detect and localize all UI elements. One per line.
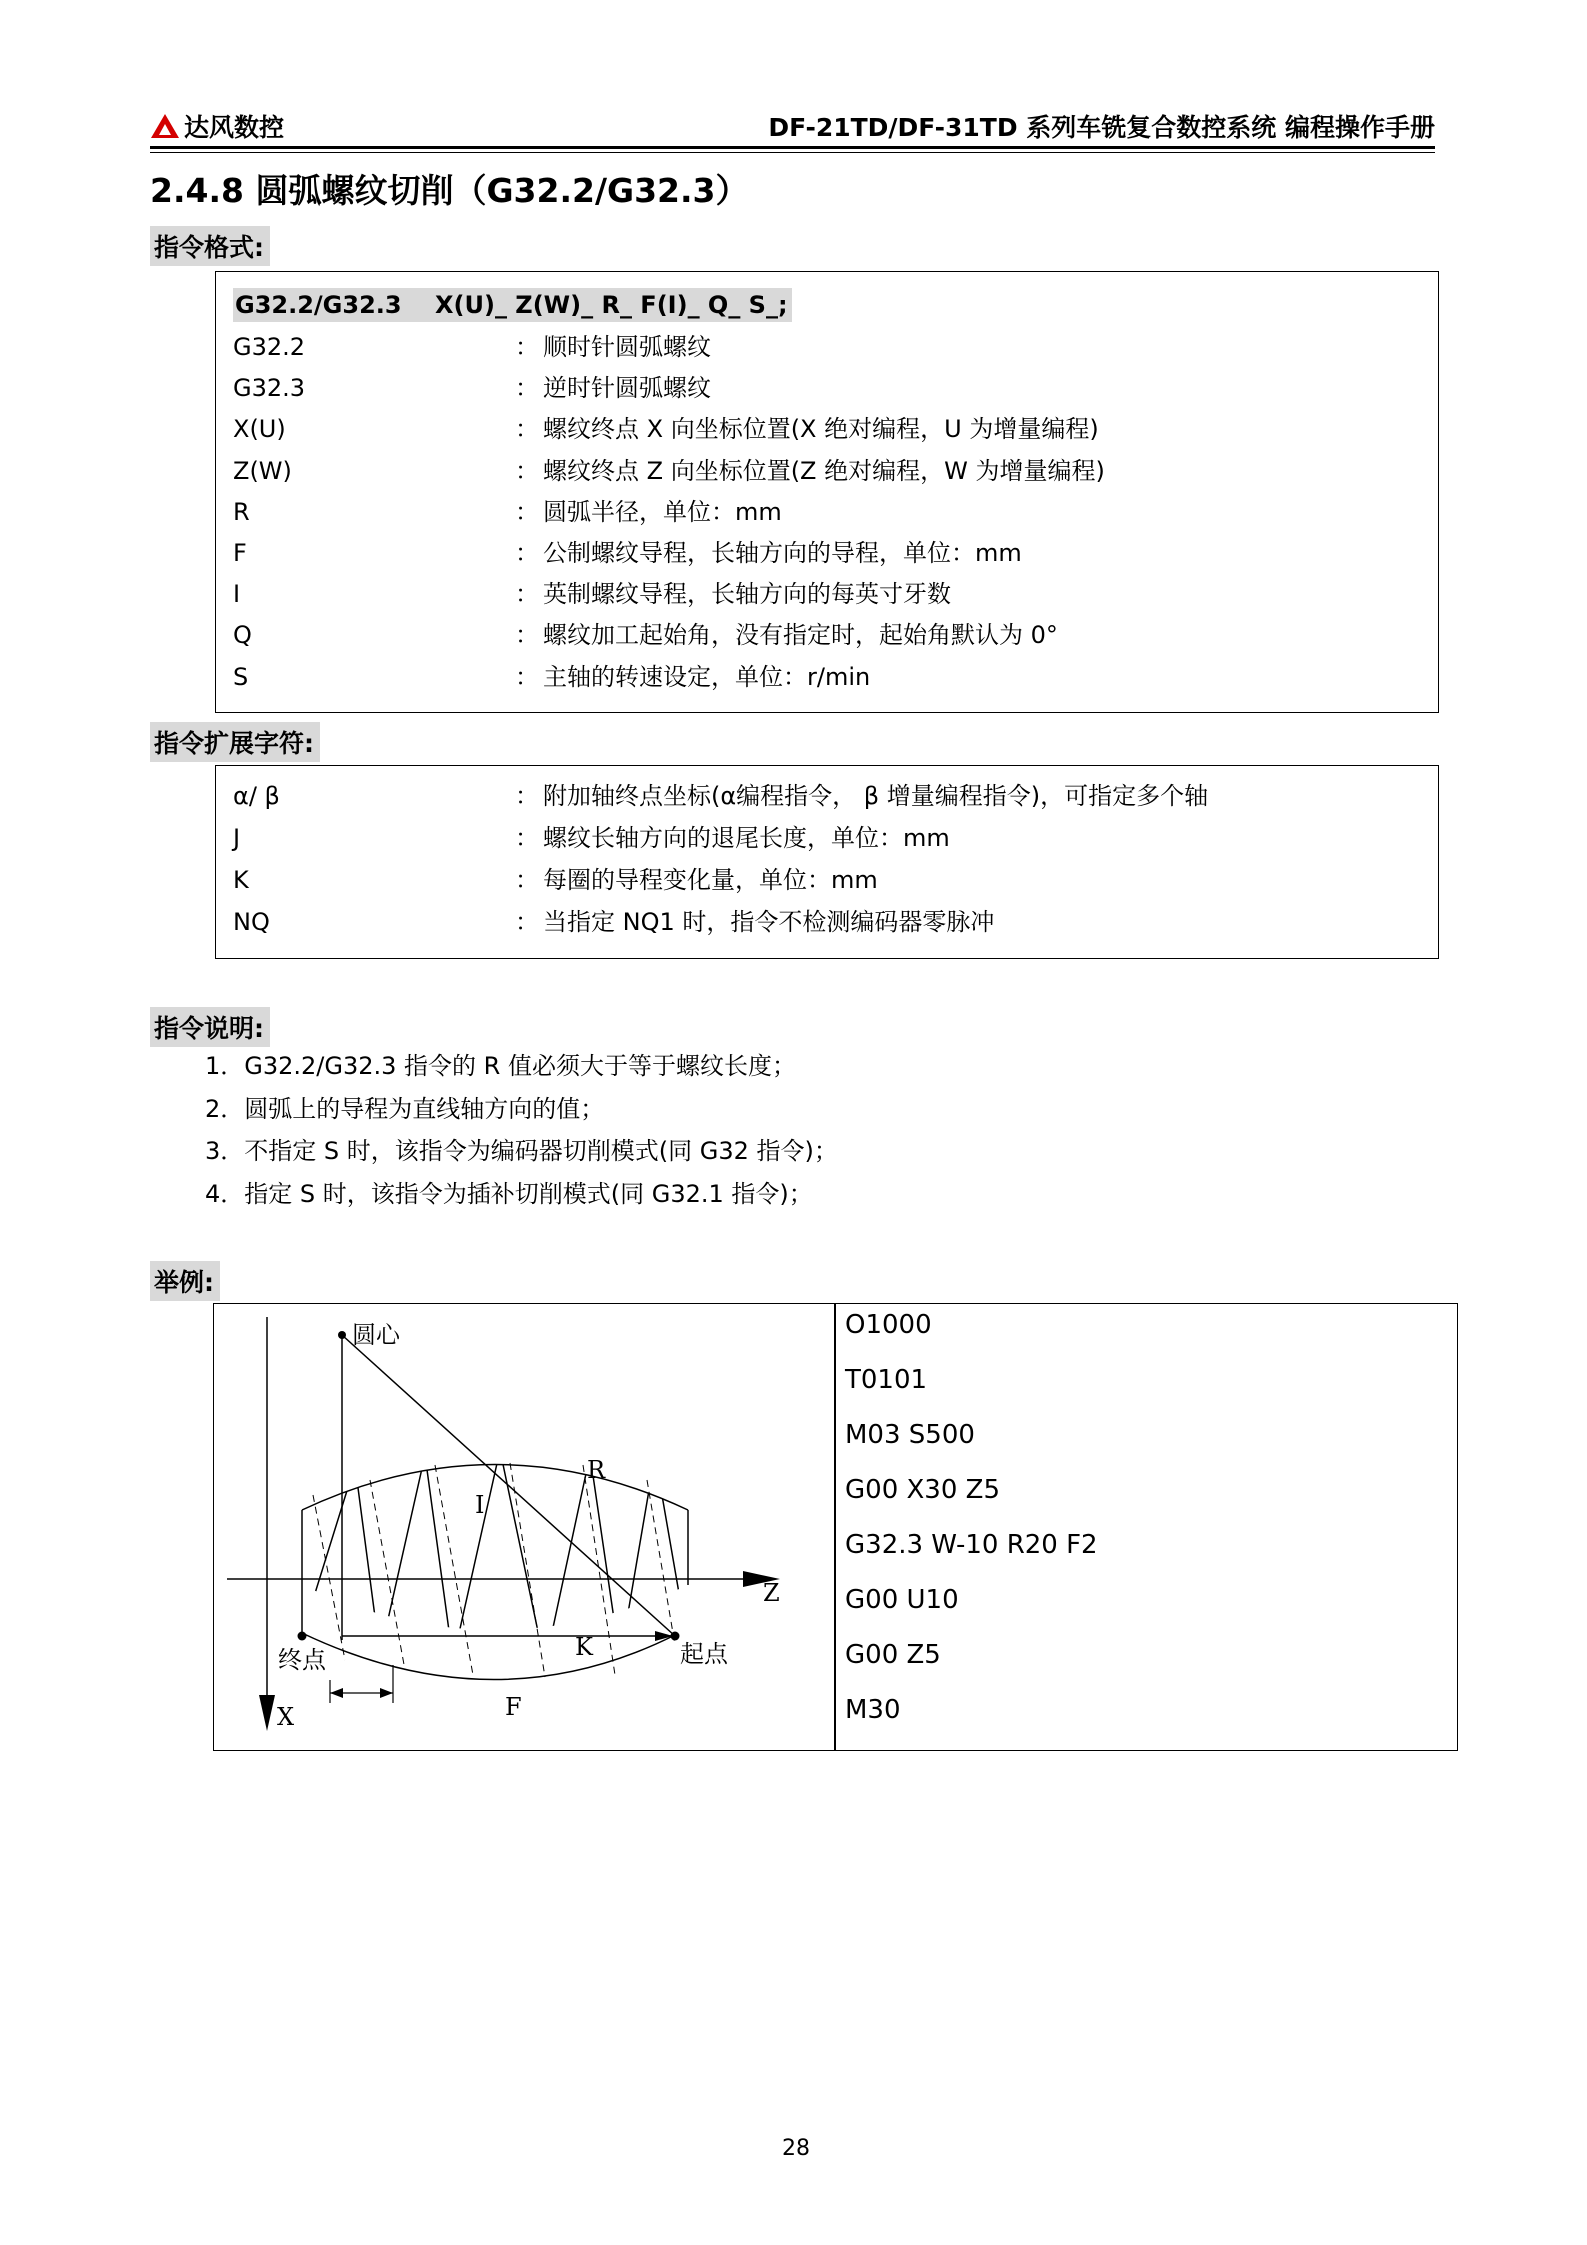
format-label: 指令格式: — [150, 226, 270, 266]
description-item: 1．G32.2/G32.3 指令的 R 值必须大于等于螺纹长度； — [205, 1052, 796, 1080]
format-param-sep: ： — [515, 580, 539, 609]
header-logo — [150, 108, 284, 144]
extension-param-desc: 附加轴终点坐标(α编程指令， β 增量编程指令)，可指定多个轴 — [543, 782, 1209, 810]
code-line: G00 X30 Z5 — [845, 1475, 1001, 1505]
code-line: T0101 — [845, 1365, 928, 1395]
label-start-point: 起点 — [680, 1640, 728, 1668]
extension-param-sep: ： — [515, 866, 539, 894]
format-param-sep: ： — [515, 415, 539, 444]
extension-param-sep: ： — [515, 908, 539, 936]
example-table-divider — [834, 1303, 836, 1751]
format-param-key: Z(W) — [233, 456, 292, 485]
extension-param-key: K — [233, 866, 249, 894]
format-param-key: G32.2 — [233, 333, 306, 361]
format-param-desc: 英制螺纹导程，长轴方向的每英寸牙数 — [543, 580, 951, 609]
label-x-axis: X — [277, 1703, 295, 1731]
start-point-dot — [671, 1632, 680, 1641]
label-end-point: 终点 — [278, 1646, 326, 1674]
format-param-key: X(U) — [233, 415, 286, 444]
format-param-sep: ： — [515, 539, 539, 567]
label-radius: R — [587, 1456, 606, 1484]
label-lead-i: I — [475, 1491, 485, 1519]
format-param-desc: 顺时针圆弧螺纹 — [543, 333, 711, 361]
format-param-key: R — [233, 497, 250, 526]
format-param-sep: ： — [515, 374, 539, 403]
extension-label: 指令扩展字符: — [150, 722, 320, 762]
format-param-desc: 螺纹终点 Z 向坐标位置(Z 绝对编程，W 为增量编程) — [543, 456, 1105, 485]
company-logo-icon — [150, 113, 180, 139]
format-param-sep: ： — [515, 333, 539, 361]
command-syntax: G32.2/G32.3 X(U)_ Z(W)_ R_ F(I)_ Q_ S_; — [233, 288, 792, 322]
arc-thread-diagram — [215, 1305, 833, 1748]
manual-title: DF-21TD/DF-31TD 系列车铣复合数控系统 编程操作手册 — [768, 113, 1435, 142]
extension-param-desc: 螺纹长轴方向的退尾长度，单位：mm — [543, 824, 950, 852]
code-line: G32.3 W-10 R20 F2 — [845, 1530, 1098, 1560]
logo-text: 达风数控 — [184, 113, 285, 142]
format-param-key: G32.3 — [233, 374, 306, 403]
format-param-sep: ： — [515, 497, 539, 526]
section-title: 2.4.8 圆弧螺纹切削（G32.2/G32.3） — [150, 171, 749, 210]
header-divider — [150, 146, 1435, 149]
format-param-key: F — [233, 539, 247, 567]
format-param-key: S — [233, 662, 249, 691]
extension-param-key: J — [233, 824, 241, 852]
x-axis-arrow-icon — [259, 1695, 275, 1731]
format-param-sep: ： — [515, 662, 539, 691]
code-line: M30 — [845, 1695, 901, 1725]
format-param-desc: 公制螺纹导程，长轴方向的导程，单位：mm — [543, 539, 1022, 567]
format-param-desc: 圆弧半径，单位：mm — [543, 497, 782, 526]
code-line: G00 U10 — [845, 1585, 959, 1615]
code-line: M03 S500 — [845, 1420, 975, 1450]
label-center: 圆心 — [352, 1321, 400, 1349]
format-param-sep: ： — [515, 456, 539, 485]
format-param-desc: 螺纹加工起始角，没有指定时，起始角默认为 0° — [543, 621, 1058, 650]
extension-param-sep: ： — [515, 782, 539, 810]
code-line: O1000 — [845, 1310, 932, 1340]
format-param-desc: 主轴的转速设定，单位：r/min — [543, 662, 871, 691]
end-point-dot — [298, 1632, 307, 1641]
label-k: K — [575, 1633, 593, 1661]
format-param-key: Q — [233, 621, 252, 650]
extension-param-key: α/ β — [233, 782, 280, 810]
description-item: 2．圆弧上的导程为直线轴方向的值； — [205, 1094, 605, 1123]
extension-param-key: NQ — [233, 908, 270, 936]
format-param-key: I — [233, 580, 241, 609]
format-param-desc: 逆时针圆弧螺纹 — [543, 374, 711, 403]
page-number: 28 — [782, 2136, 810, 2161]
code-line: G00 Z5 — [845, 1640, 941, 1670]
example-label: 举例: — [150, 1261, 220, 1301]
extension-param-desc: 当指定 NQ1 时，指令不检测编码器零脉冲 — [543, 908, 995, 936]
description-label: 指令说明: — [150, 1007, 270, 1047]
label-z-axis: Z — [763, 1579, 780, 1607]
description-item: 4．指定 S 时，该指令为插补切削模式(同 G32.1 指令)； — [205, 1179, 813, 1208]
description-item: 3．不指定 S 时，该指令为编码器切削模式(同 G32 指令)； — [205, 1137, 838, 1165]
extension-param-desc: 每圈的导程变化量，单位：mm — [543, 866, 878, 894]
format-param-desc: 螺纹终点 X 向坐标位置(X 绝对编程，U 为增量编程) — [543, 415, 1099, 444]
header-divider-thin — [150, 152, 1435, 153]
format-param-sep: ： — [515, 621, 539, 650]
extension-param-sep: ： — [515, 824, 539, 852]
label-f: F — [505, 1693, 522, 1721]
